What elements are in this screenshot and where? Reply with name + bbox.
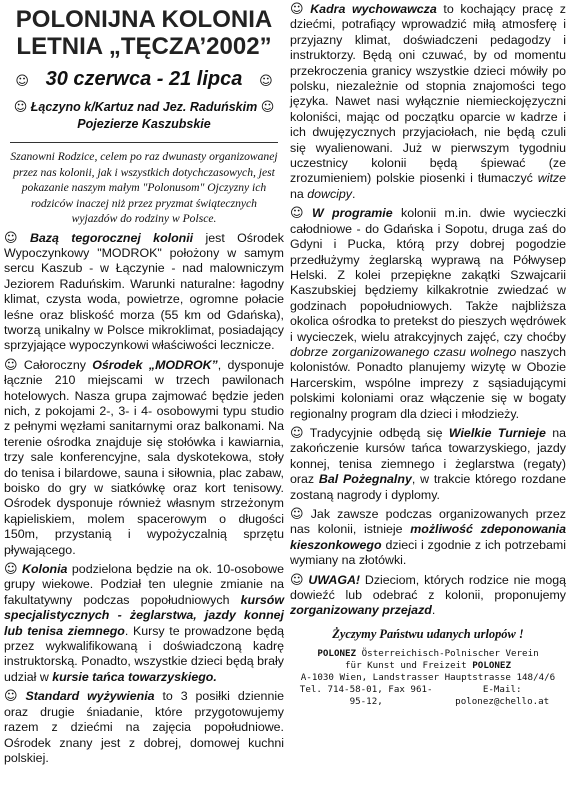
- smiley-icon: ☺: [4, 562, 18, 578]
- kieszonkowe-lead: możliwość zdeponowania kieszonkowego: [290, 522, 566, 552]
- email[interactable]: E-Mail: polonez@chello.at: [455, 683, 550, 707]
- kieszonkowe-text-2: dzieci i zgodnie z ich potrzebami wymiany na złotówki.: [290, 537, 566, 568]
- kieszonkowe-text-1: Jak zawsze podczas organizowanych przez nas kolonii, istnieje: [290, 507, 566, 537]
- kadra-lead: Kadra wychowawcza: [310, 2, 437, 16]
- date-range: 30 czerwca - 21 lipca: [45, 68, 243, 90]
- smiley-icon: ☺: [4, 357, 18, 373]
- turniej-bal: Bal Pożegnalny: [318, 472, 412, 487]
- kolonia-lead: Kolonia: [22, 562, 68, 577]
- kolonia-text-1: podzielona będzie na ok. 10-osobowe grupy wiekowe. Podział ten ulegnie zmianie na fakultatywny podczas popołudniowych: [4, 562, 284, 607]
- kadra-dowcipy: dowcipy: [307, 186, 352, 201]
- baza-text: jest Ośrodek Wypoczynkowy "MODROK" położony w samym sercu Kaszub - w Łączynie - nad malowniczym Jeziorem Raduńskim. Warunki naturalne: łagodny klimat, czysta woda, powietrze, ogromne połacie leśne oraz bliskość morza (55 km od Gdańska), tworzą unikalny w Polsce mikroklimat, posiadający sprzyjające wypoczynkowi właściwości lecznicze.: [4, 230, 284, 353]
- address: A-1030 Wien, Landstrasser Hauptstrasse 148/4/6: [300, 671, 556, 683]
- smiley-icon: ☺: [290, 2, 304, 17]
- uwaga-transport: zorganizowany przejazd: [290, 603, 432, 618]
- paragraph-baza: [4, 231, 284, 354]
- org-name: Österreichisch-Polnischer Verein: [356, 647, 539, 659]
- turniej-pre: Tradycyjnie odbędą się: [309, 425, 449, 440]
- title-line-2: LETNIA „TĘCZA’2002”: [16, 33, 272, 60]
- org-name-bold-2: POLONEZ: [472, 659, 511, 671]
- paragraph-wyzywienie: [4, 689, 284, 766]
- location-line-2: Pojezierze Kaszubskie: [77, 117, 211, 131]
- paragraph-program: [290, 206, 566, 422]
- program-text-1: kolonii m.in. dwie wycieczki całodniowe - do Gdańska i Sopotu, druga zaś do Gdyni i Pucka, którą przy dobrej pogodzie przedłużymy żeglarską wyprawą na Półwysep Helski. Z kolei przepiękne zakątki Szwajcarii Kaszubskiej będziemy kilkakrotnie zwiedzać w godzinach popołudniowych. Także najbliższa okolica ośrodka to pretekst do pieszych wędrówek i wycieczek, wielu atrakcyjnych zajęć, czy choćby: [290, 206, 566, 344]
- kadra-text-2: na: [290, 186, 308, 201]
- smiley-icon: ☺: [13, 100, 28, 115]
- uwaga-text-1: Dzieciom, których rodzice nie mogą dowieźć lub odebrać z kolonii, proponujemy: [290, 572, 566, 603]
- paragraph-kadra: ☺ Kadra wychowawcza to kochający pracę z dziećmi, potrafiący wprowadzić miłą atmosferę i przyjazny klimat, doświadczeni pedagodzy i instruktorzy. Będą oni czuwać, by od momentu przekroczenia granicy wszystkie dzieci mówiły po polsku, niezależnie od stopnia znajomości tego języka. Nawet nasi wyłącznie niemieckojęzyczni koloniści, mając od początku oparcie w kadrze i ich dwujęzycznych przyjaciołach, nie będą czuli się wyalienowani. Już w pierwszym tygodniu uczestnicy kolonii będą śpiewać (ze zrozumieniem) polskie piosenki i tłumaczyć witze na dowcipy.: [290, 2, 566, 201]
- paragraph-osrodek: [4, 358, 284, 558]
- intro-text: Szanowni Rodzice, celem po raz dwunasty organizowanej przez nas kolonii, jak i wszystkich dotychczasowych, jest pokazanie naszym małym "Polonusom" Ojczyzny ich rodziców inaczej niż przez pryzmat świątecznych wyjazdów do rodziny w Polsce.: [10, 150, 278, 225]
- uwaga-text-2: .: [431, 603, 436, 618]
- left-column: [4, 0, 284, 766]
- smiley-icon: ☺: [15, 74, 29, 89]
- location: [4, 99, 284, 132]
- wyzywienie-text: to 3 posiłki dziennie oraz drugie śniadanie, które przygotowujemy razem z dziećmi na zajęcia popołudniowe. Ośrodek znany jest z dobrej, domowej kuchni polskiej.: [4, 689, 284, 765]
- program-lead: W programie: [311, 206, 393, 221]
- baza-lead: Bazą tegorocznej kolonii: [29, 230, 194, 245]
- turniej-text-1: na zakończenie kursów tańca towarzyskiego, jazdy konnej, tenisa ziemnego i żeglarstwa (regaty) oraz: [290, 425, 566, 487]
- osrodek-text: , dysponuje łącznie 210 miejscami w trzech pawilonach hotelowych. Nasza grupa zajmować będzie jeden nich, z pokojami 2-, 3- i 4- osobowymi typu studio z pełnymi węzłami sanitarnymi oraz balkonami. Na terenie ośrodka znajduje się stołówka i kawiarnia, trzy sale konferencyjne, sala dyskotekowa, stoły do tenisa i bilardowe, sauna i siłownia, plac zabaw, boisko do gry w siatkówkę oraz kort tenisowy. Ośrodek dysponuje również własnym strzeżonym kąpieliskiem, molem spacerowym o długości 150m, przystanią i wypożyczalnią sprzętu pływającego.: [4, 357, 285, 557]
- smiley-icon: ☺: [290, 507, 304, 522]
- smiley-icon: ☺: [4, 230, 18, 246]
- divider: [10, 142, 278, 143]
- phone-fax: Tel. 714-58-01, Fax 961-95-12,: [299, 683, 433, 707]
- paragraph-turnieje: [290, 426, 566, 503]
- paragraph-kolonia: [4, 562, 284, 685]
- location-line-1: Łączyno k/Kartuz nad Jez. Raduńskim: [30, 100, 258, 114]
- org-name-bold: POLONEZ: [317, 647, 357, 659]
- kolonia-text-2: . Kursy te prowadzone będą przez wykwalifikowaną i doświadczoną kadrę instruktorską. Ponadto, wszystkie dzieci będą brały udział w: [4, 623, 285, 684]
- kadra-text: to kochający pracę z dziećmi, potrafiący wprowadzić miłą atmosferę i przyjazny klimat, doświadczeni pedagodzy i instruktorzy. Będą oni czuwać, by od momentu przekroczenia granicy wszystkie dzieci mówiły po polsku, niezależnie od stopnia znajomości tego języka. Nawet nasi wyłącznie niemieckojęzyczni koloniści, mając od początku oparcie w kadrze i ich dwujęzycznych przyjaciołach, nie będą czuli się wyalienowani. Już w pierwszym tygodniu uczestnicy kolonii będą śpiewać (ze zrozumieniem) polskie piosenki i tłumaczyć: [290, 2, 566, 186]
- org-line-2: für Kunst und Freizeit: [345, 659, 473, 671]
- smiley-icon: ☺: [290, 572, 304, 588]
- wyzywienie-lead: Standard wyżywienia: [25, 689, 155, 704]
- turniej-lead: Wielkie Turnieje: [448, 425, 546, 440]
- program-free-time: dobrze zorganizowanego czasu wolnego: [290, 344, 517, 359]
- title: [4, 6, 284, 60]
- osrodek-pre: Całoroczny: [23, 357, 93, 372]
- date-line: [4, 68, 284, 91]
- closing-wish: Życzymy Państwu udanych urlopów !: [332, 626, 524, 641]
- smiley-icon: ☺: [290, 425, 304, 441]
- turniej-text-2: , w trakcie którego rozdane zostaną nagrody i dyplomy.: [290, 472, 567, 502]
- paragraph-uwaga: [290, 573, 566, 619]
- footer-contact: [290, 648, 566, 708]
- program-text-2: naszych kolonistów. Ponadto planujemy wizytę w Obozie Harcerskim, wspólne imprezy z sąsiadującymi polskimi koloniami oraz włączenie się w bogaty regionalny program dla dzieci i młodzieży.: [290, 344, 566, 421]
- osrodek-lead: Ośrodek „MODROK”: [92, 357, 218, 372]
- smiley-icon: ☺: [4, 689, 18, 705]
- kadra-witze: witze: [537, 171, 566, 186]
- kolonia-courses: kursów specjalistycznych - żeglarstwa, jazdy konnej lub tenisa ziemnego: [4, 592, 284, 638]
- right-column: [290, 2, 566, 708]
- smiley-icon: ☺: [290, 206, 304, 222]
- title-line-1: POLONIJNA KOLONIA: [15, 6, 273, 33]
- smiley-icon: ☺: [260, 100, 275, 115]
- kolonia-dance-course: kursie tańca towarzyskiego.: [52, 669, 217, 684]
- uwaga-lead: UWAGA!: [308, 572, 361, 587]
- paragraph-kieszonkowe: [290, 507, 566, 569]
- smiley-icon: ☺: [259, 74, 273, 89]
